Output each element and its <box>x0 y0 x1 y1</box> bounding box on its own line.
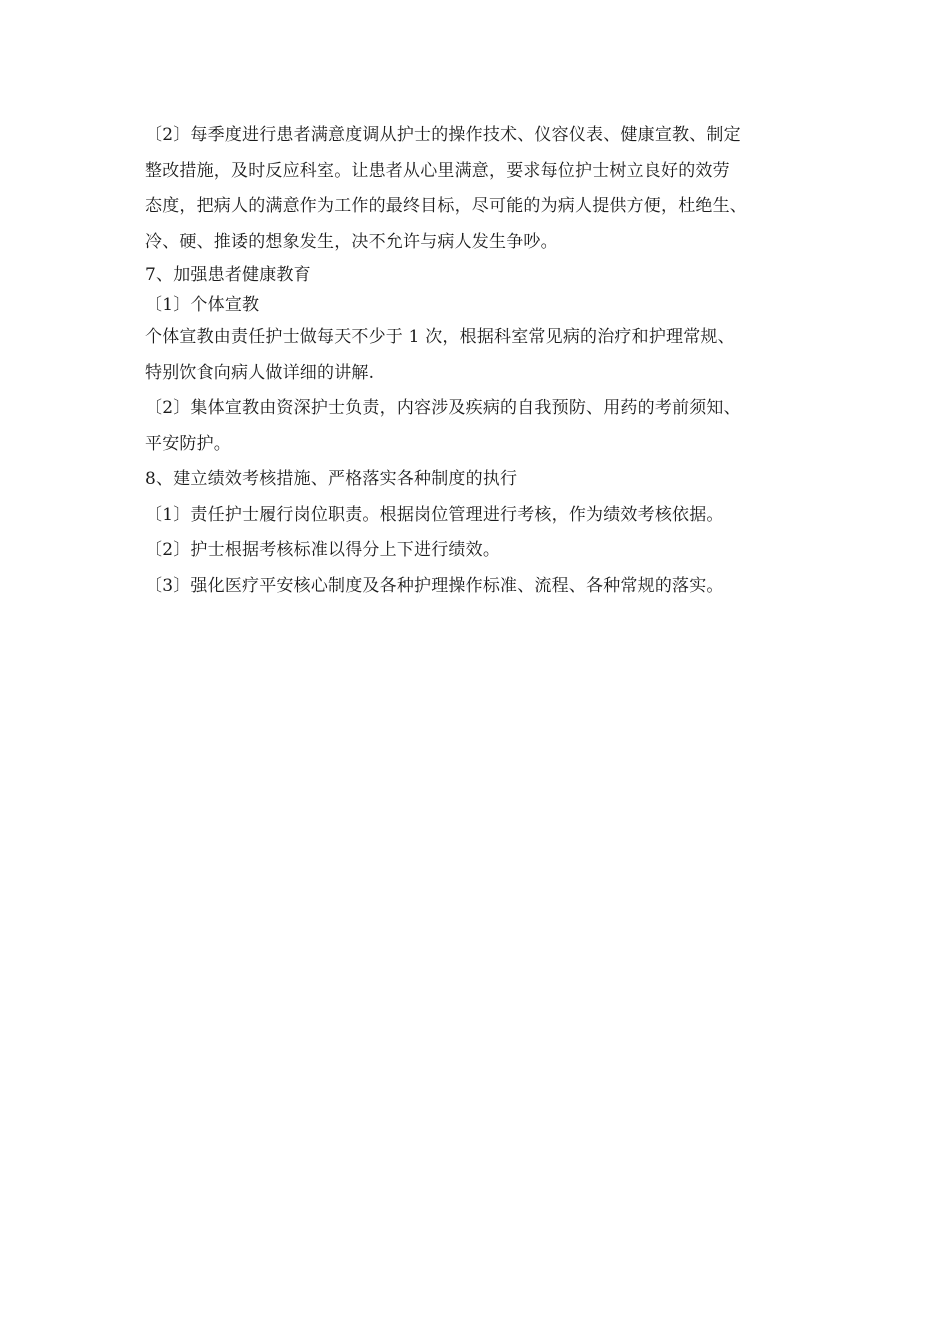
paragraph-line: 〔2〕集体宣教由资深护士负责，内容涉及疾病的自我预防、用药的考前须知、 <box>145 398 741 418</box>
paragraph-line: 个体宣教由责任护士做每天不少于 1 次，根据科室常见病的治疗和护理常规、 <box>145 327 735 347</box>
section-heading: 7、加强患者健康教育 <box>145 265 311 285</box>
list-item: 〔1〕责任护士履行岗位职责。根据岗位管理进行考核，作为绩效考核依据。 <box>145 504 724 525</box>
paragraph-line: 特别饮食向病人做详细的讲解. <box>145 362 375 383</box>
paragraph-line: 态度，把病人的满意作为工作的最终目标，尽可能的为病人提供方便，杜绝生、 <box>145 196 747 216</box>
subsection-heading: 〔1〕个体宣教 <box>145 295 260 315</box>
list-item: 〔3〕强化医疗平安核心制度及各种护理操作标准、流程、各种常规的落实。 <box>145 575 724 596</box>
paragraph-line: 〔2〕每季度进行患者满意度调从护士的操作技术、仪容仪表、健康宣教、制定 <box>145 125 741 145</box>
document-body <box>145 118 825 604</box>
list-item: 〔2〕护士根据考核标准以得分上下进行绩效。 <box>145 540 501 560</box>
paragraph-line: 整改措施，及时反应科室。让患者从心里满意，要求每位护士树立良好的效劳 <box>145 160 730 181</box>
paragraph-line: 平安防护。 <box>145 433 231 454</box>
paragraph-line: 冷、硬、推诿的想象发生，决不允许与病人发生争吵。 <box>145 231 558 252</box>
section-heading: 8、建立绩效考核措施、严格落实各种制度的执行 <box>145 469 518 489</box>
